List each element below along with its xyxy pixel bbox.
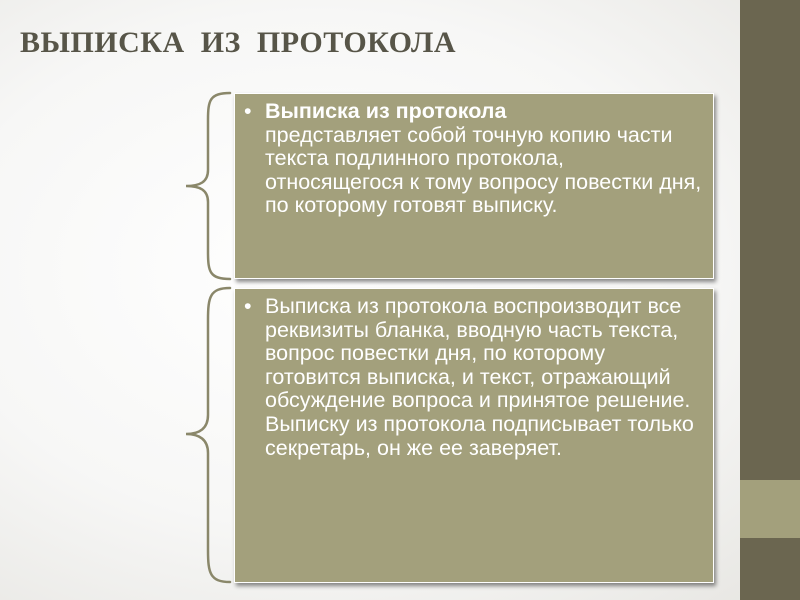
definition-lead: Выписка из протокола [265,99,507,123]
definition-body: представляет собой точную копию части текста подлинного протокола, относящегося к тому вопросу повестки дня, по которому готовят выписку. [265,122,702,218]
side-band-light-block [740,480,800,538]
definition-text [265,100,703,218]
side-band-dark-bottom [740,538,800,600]
curly-brace-icon-bottom [180,285,240,585]
definition-card [234,93,714,279]
side-band-dark-top [740,0,800,480]
requisites-text: Выписка из протокола воспроизводит все реквизиты бланка, вводную часть текста, вопрос повестки дня, по которому готовится выписка, и текст, отражающий обсуждение вопроса и принятое решение. Выписку из протокола подписывает только секретарь, он же ее заверяет. [265,294,694,460]
bullet-marker: • [244,99,252,123]
curly-brace-icon-top [180,90,240,282]
side-decor-band [740,0,800,600]
bullet-marker: • [244,294,252,318]
slide-title: ВЫПИСКА ИЗ ПРОТОКОЛА [20,26,457,59]
requisites-card [234,288,714,583]
